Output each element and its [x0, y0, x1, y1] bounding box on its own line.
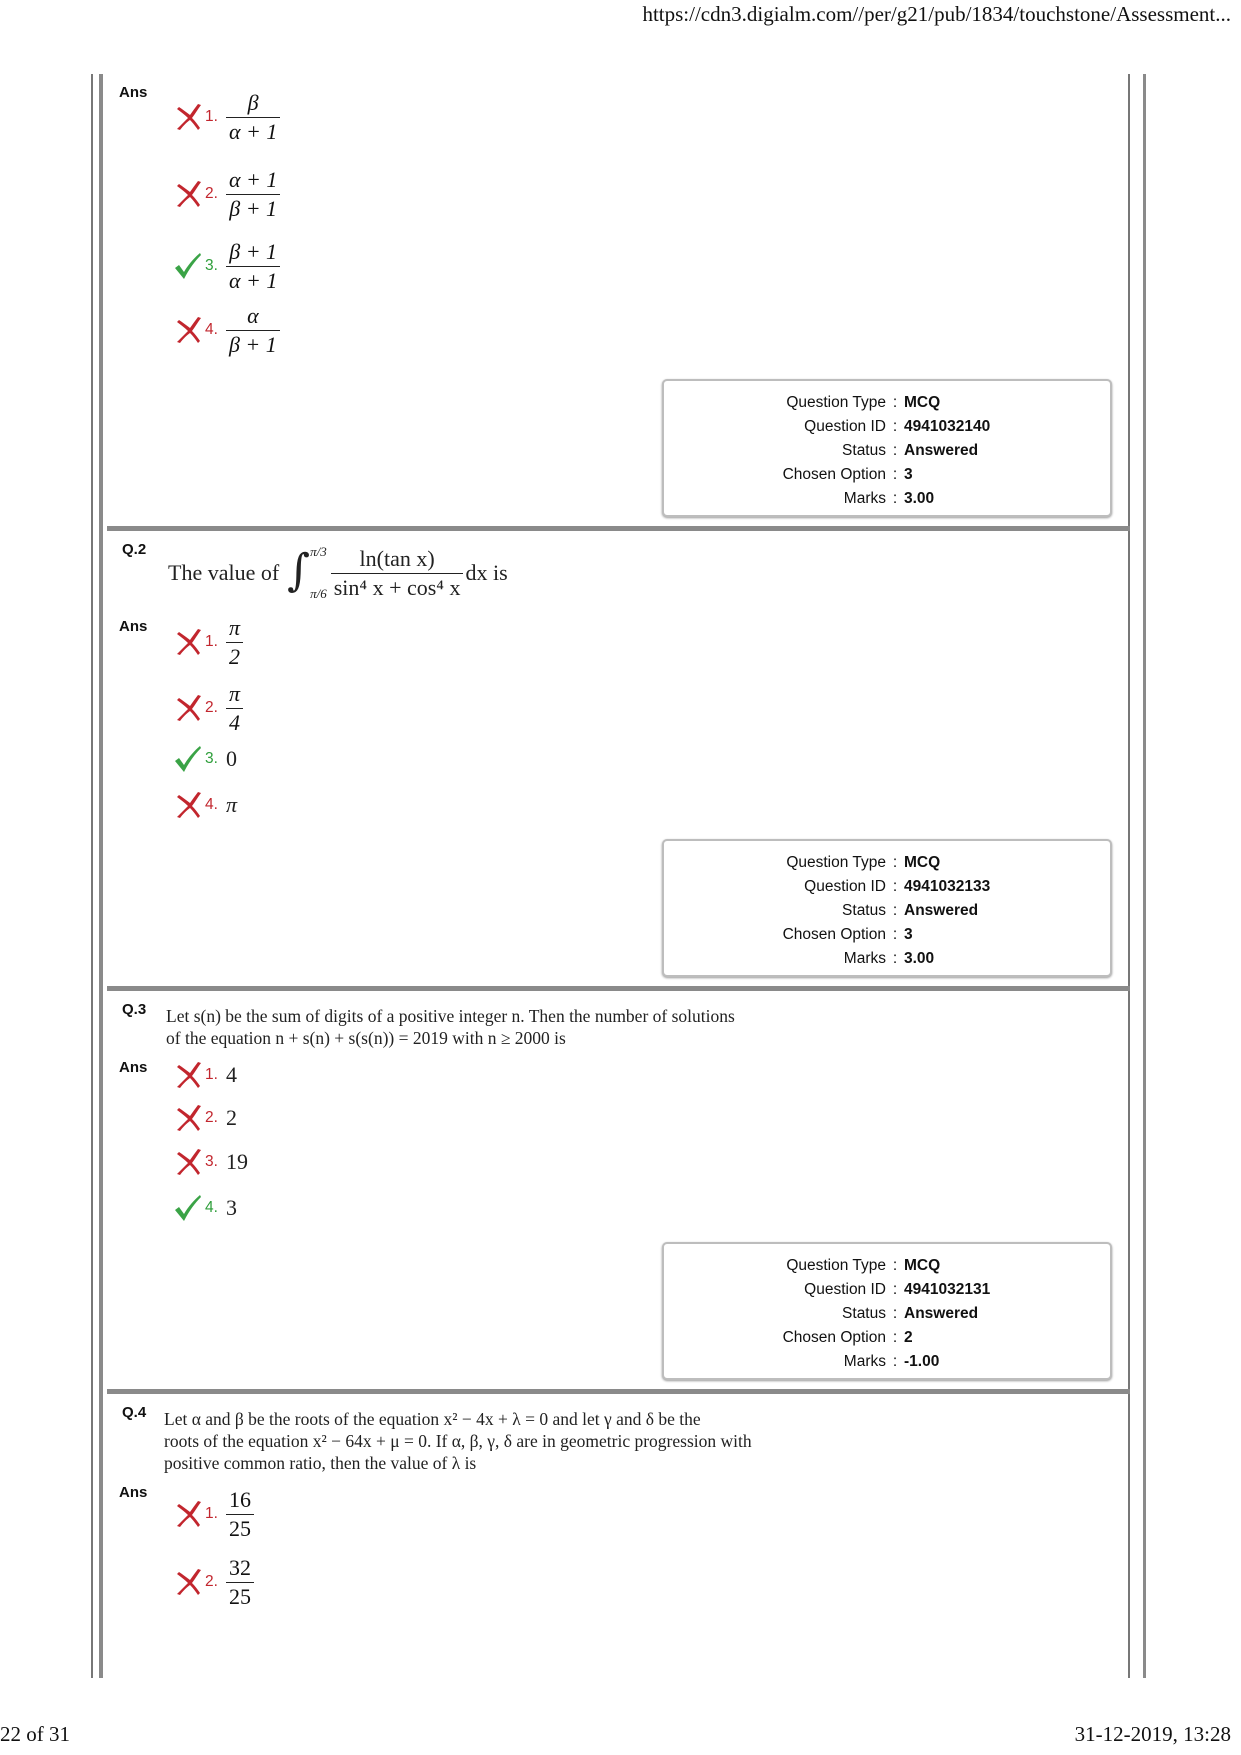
fraction-denominator: 2 [226, 642, 243, 670]
option-number: 1. [205, 1066, 218, 1083]
option-fraction [226, 90, 280, 145]
question-text-suffix: dx is [465, 560, 508, 585]
cross-icon [172, 315, 202, 345]
integral-sign: ∫ [287, 545, 311, 596]
frame-left-line [91, 74, 93, 1678]
q1-info-box: Question Type : MCQ Question ID : 4941032140 Status : Answered Chosen Option : 3 Marks : 3.00 [662, 379, 1112, 517]
status-value: Answered [904, 1305, 979, 1322]
info-key: Marks [843, 1353, 886, 1370]
question-divider [107, 986, 1130, 991]
q4-question-text [164, 1408, 752, 1474]
fraction-numerator: 32 [228, 1554, 251, 1580]
q3-option-3 [172, 1140, 248, 1184]
chosen-option-value: 3 [904, 466, 913, 483]
option-fraction [226, 681, 243, 736]
option-fraction [226, 303, 280, 358]
question-id-value: 4941032140 [904, 418, 991, 435]
q3-question-text [166, 1005, 735, 1049]
cross-icon [172, 693, 202, 723]
option-number: 4. [205, 796, 218, 813]
info-key: Marks [843, 950, 886, 967]
fraction-numerator: β + 1 [229, 238, 278, 264]
marks-value: 3.00 [904, 490, 935, 507]
q4-option-1 [172, 1484, 254, 1544]
fraction-numerator: π [228, 680, 240, 706]
info-key: Status [842, 902, 886, 919]
info-key: Status [842, 1305, 886, 1322]
status-value: Answered [904, 902, 979, 919]
q2-option-4 [172, 783, 237, 827]
q2-option-2 [172, 678, 243, 738]
info-key: Status [842, 442, 886, 459]
marks-value: -1.00 [904, 1353, 940, 1370]
info-key: Question Type [786, 1257, 886, 1274]
question-number: Q.3 [122, 1001, 147, 1018]
q1-option-3 [172, 236, 280, 296]
info-key: Question ID [804, 878, 886, 895]
option-number: 1. [205, 108, 218, 125]
ans-label: Ans [119, 1484, 148, 1501]
fraction-denominator: β + 1 [226, 194, 280, 222]
question-id-value: 4941032133 [904, 878, 991, 895]
print-datetime: 31-12-2019, 13:28 [1074, 1722, 1231, 1746]
check-icon [172, 1193, 202, 1223]
question-divider [107, 1389, 1130, 1394]
integrand-numerator: ln(tan x) [359, 545, 435, 571]
option-number: 3. [205, 1153, 218, 1170]
cross-icon [172, 627, 202, 657]
check-icon [172, 744, 202, 774]
chosen-option-value: 2 [904, 1329, 913, 1346]
q1-option-4 [172, 300, 280, 360]
ans-label: Ans [119, 1059, 148, 1076]
cross-icon [172, 790, 202, 820]
upper-limit: π/3 [310, 544, 327, 559]
fraction-numerator: 16 [228, 1486, 251, 1512]
option-number: 1. [205, 1505, 218, 1522]
integrand-fraction [331, 546, 464, 601]
lower-limit: π/6 [310, 586, 327, 601]
q3-option-1 [172, 1053, 237, 1097]
option-value: 19 [225, 1149, 248, 1174]
question-number: Q.2 [122, 541, 147, 558]
info-key: Marks [843, 490, 886, 507]
option-number: 2. [205, 699, 218, 716]
ans-label: Ans [119, 618, 148, 635]
frame-right-border [1143, 74, 1146, 1678]
cross-icon [172, 179, 202, 209]
fraction-numerator: α + 1 [228, 166, 278, 192]
cross-icon [172, 1103, 202, 1133]
info-key: Question Type [786, 394, 886, 411]
q2-question-text [168, 540, 508, 606]
q2-option-1 [172, 612, 243, 672]
question-type-value: MCQ [904, 1257, 941, 1274]
option-number: 2. [205, 185, 218, 202]
option-number: 1. [205, 633, 218, 650]
frame-right-line [1128, 74, 1130, 1678]
cross-icon [172, 102, 202, 132]
question-number: Q.4 [122, 1404, 147, 1421]
fraction-denominator: 25 [226, 1582, 254, 1610]
fraction-denominator: 25 [226, 1514, 254, 1542]
question-text-prefix: The value of [168, 560, 280, 585]
fraction-numerator: α [247, 302, 259, 328]
question-id-value: 4941032131 [904, 1281, 991, 1298]
option-value: π [225, 792, 237, 817]
question-line: of the equation n + s(n) + s(s(n)) = 2019 with n ≥ 2000 is [166, 1028, 566, 1048]
option-number: 3. [205, 750, 218, 767]
q2-option-3 [172, 737, 237, 781]
info-key: Question ID [804, 1281, 886, 1298]
option-number: 2. [205, 1109, 218, 1126]
info-key: Chosen Option [782, 1329, 886, 1346]
fraction-denominator: β + 1 [226, 330, 280, 358]
q3-info-box: Question Type : MCQ Question ID : 4941032131 Status : Answered Chosen Option : 2 Marks : -1.00 [662, 1242, 1112, 1380]
question-divider [107, 526, 1130, 531]
info-key: Question ID [804, 418, 886, 435]
question-line: Let s(n) be the sum of digits of a positive integer n. Then the number of solutions [166, 1006, 735, 1026]
fraction-denominator: α + 1 [226, 117, 280, 145]
page-number: 22 of 31 [0, 1722, 70, 1746]
integral-limits [310, 544, 327, 602]
question-line: positive common ratio, then the value of λ is [164, 1453, 477, 1473]
option-number: 3. [205, 257, 218, 274]
option-fraction [226, 239, 280, 294]
frame-left-border [99, 74, 103, 1678]
option-value: 2 [225, 1105, 237, 1130]
cross-icon [172, 1499, 202, 1529]
option-number: 2. [205, 1573, 218, 1590]
question-line: roots of the equation x² − 64x + μ = 0. If α, β, γ, δ are in geometric progression with [164, 1431, 752, 1451]
option-fraction [226, 167, 280, 222]
integrand-denominator: sin⁴ x + cos⁴ x [331, 573, 464, 601]
question-type-value: MCQ [904, 394, 941, 411]
option-fraction [226, 1555, 254, 1610]
status-value: Answered [904, 442, 979, 459]
info-key: Chosen Option [782, 926, 886, 943]
marks-value: 3.00 [904, 950, 935, 967]
q2-info-box: Question Type : MCQ Question ID : 4941032133 Status : Answered Chosen Option : 3 Marks : 3.00 [662, 839, 1112, 977]
fraction-numerator: π [228, 614, 240, 640]
check-icon [172, 251, 202, 281]
option-value: 3 [225, 1195, 237, 1220]
q3-option-4 [172, 1186, 237, 1230]
chosen-option-value: 3 [904, 926, 913, 943]
fraction-denominator: 4 [226, 708, 243, 736]
cross-icon [172, 1147, 202, 1177]
q1-option-1 [172, 87, 280, 147]
q4-option-2 [172, 1552, 254, 1612]
option-fraction [226, 615, 243, 670]
info-key: Question Type [786, 854, 886, 871]
info-key: Chosen Option [782, 466, 886, 483]
option-value: 4 [225, 1062, 237, 1087]
fraction-numerator: β [247, 89, 259, 115]
q1-option-2 [172, 164, 280, 224]
option-fraction [226, 1487, 254, 1542]
fraction-denominator: α + 1 [226, 266, 280, 294]
cross-icon [172, 1060, 202, 1090]
q3-option-2 [172, 1096, 237, 1140]
ans-label: Ans [119, 84, 148, 101]
option-number: 4. [205, 1199, 218, 1216]
page-url: https://cdn3.digialm.com//per/g21/pub/1834/touchstone/Assessment... [642, 2, 1231, 26]
question-type-value: MCQ [904, 854, 941, 871]
option-value: 0 [225, 746, 237, 771]
cross-icon [172, 1567, 202, 1597]
option-number: 4. [205, 321, 218, 338]
question-line: Let α and β be the roots of the equation x² − 4x + λ = 0 and let γ and δ be the [164, 1409, 701, 1429]
